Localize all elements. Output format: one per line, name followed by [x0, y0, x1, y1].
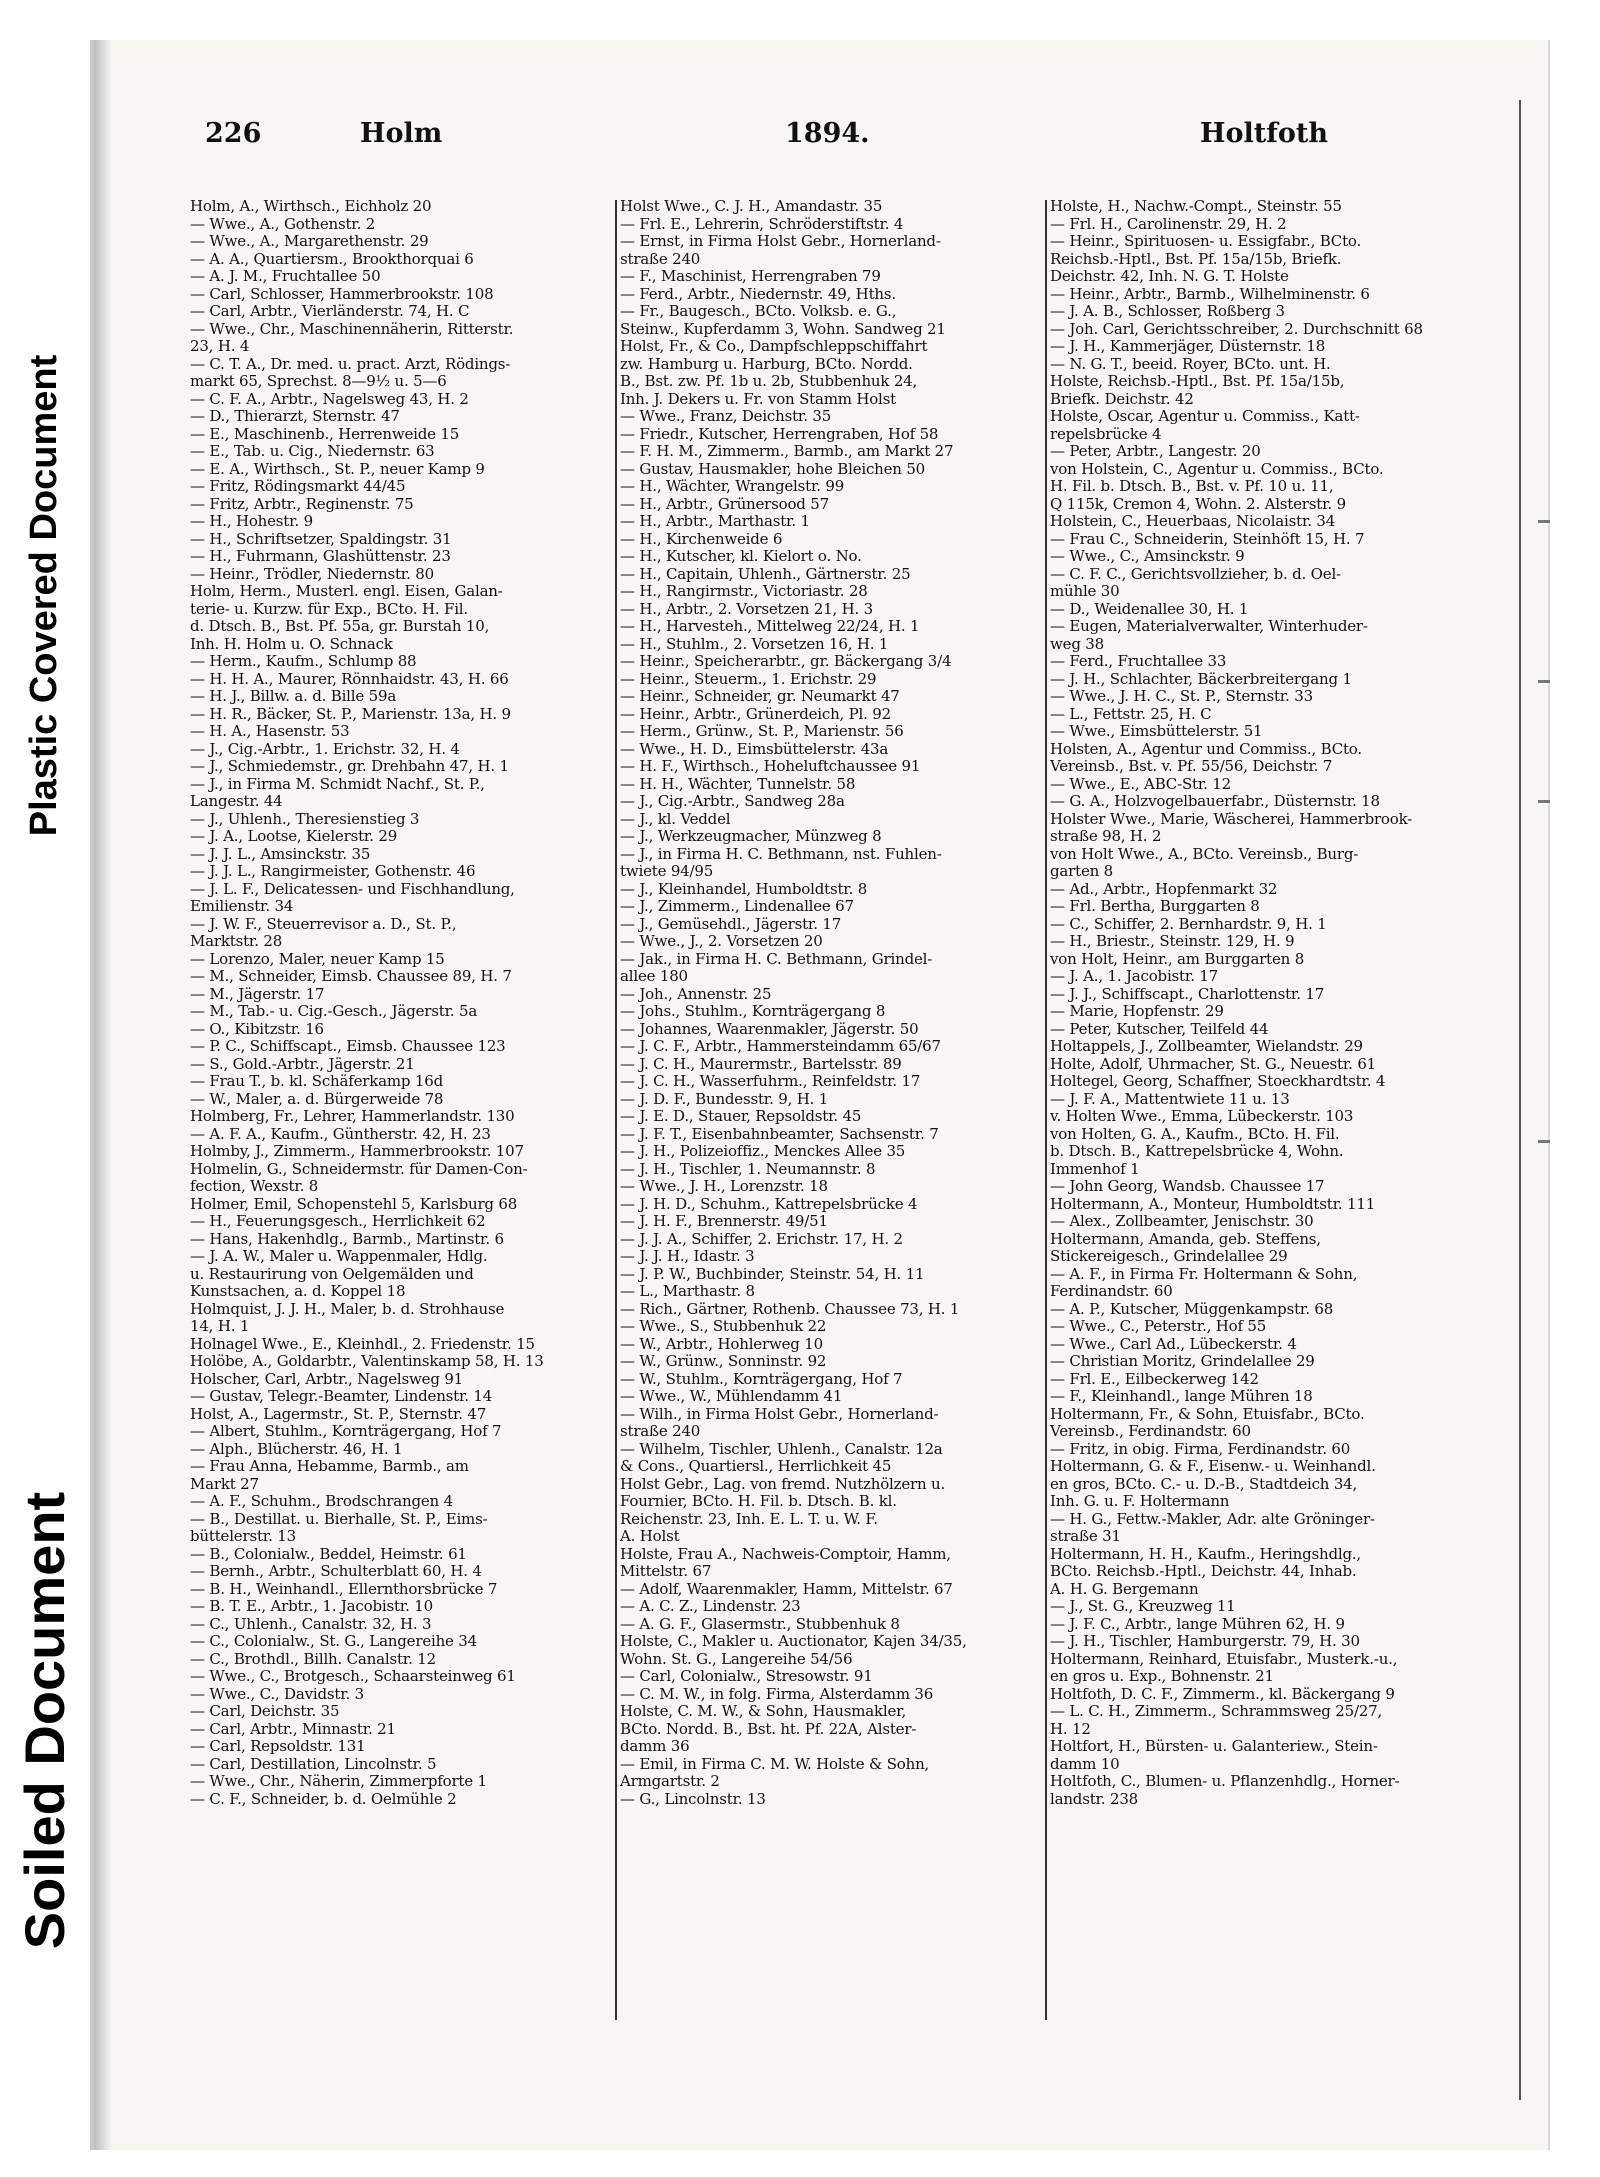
soiled-document-label — [0, 1440, 90, 2000]
directory-entry-line: — M., Schneider, Eimsb. Chaussee 89, H. 7 — [190, 968, 512, 985]
directory-entry-line: Holst, A., Lagermstr., St. P., Sternstr. 47 — [190, 1405, 487, 1423]
directory-entry-line: Holsten, A., Agentur und Commiss., BCto. — [1050, 740, 1362, 758]
directory-entry-line: Marktstr. 28 — [190, 933, 283, 950]
directory-entry-line: zw. Hamburg u. Harburg, BCto. Nordd. — [620, 355, 913, 373]
directory-entry-line: Fournier, BCto. H. Fil. b. Dtsch. B. kl. — [620, 1493, 897, 1510]
directory-entry-line: — Heinr., Speicherarbtr., gr. Bäckergang 3/4 — [620, 653, 952, 670]
column-divider — [1045, 200, 1047, 2020]
directory-entry-line: — J. H., Polizeioffiz., Menckes Allee 35 — [620, 1143, 906, 1160]
directory-entry-line: — S., Gold.-Arbtr., Jägerstr. 21 — [190, 1055, 415, 1073]
directory-entry-line: — J. H., Schlachter, Bäckerbreitergang 1 — [1050, 670, 1352, 688]
directory-entry-line: — Albert, Stuhlm., Kornträgergang, Hof 7 — [190, 1423, 502, 1440]
directory-entry-line: — Jak., in Firma H. C. Bethmann, Grindel- — [620, 950, 933, 968]
directory-entry-line: — Wwe., W., Mühlendamm 41 — [620, 1388, 843, 1405]
directory-entry-line: Mittelstr. 67 — [620, 1563, 712, 1580]
next-page-edge — [1519, 100, 1529, 2100]
directory-entry-line: Holtegel, Georg, Schaffner, Stoeckhardtstr. 4 — [1050, 1073, 1386, 1090]
directory-entry-line: Holst Wwe., C. J. H., Amandastr. 35 — [620, 198, 883, 215]
directory-entry-line: Holm, A., Wirthsch., Eichholz 20 — [190, 198, 432, 215]
directory-entry-line: — Wwe., S., Stubbenhuk 22 — [620, 1318, 827, 1335]
directory-entry-line: Holst, Fr., & Co., Dampfschleppschiffahrt — [620, 338, 928, 355]
directory-entry-line: — J., Kleinhandel, Humboldtstr. 8 — [620, 880, 868, 898]
directory-entry-line: — Gustav, Hausmakler, hohe Bleichen 50 — [620, 460, 926, 478]
directory-entry-line: Holtermann, A., Monteur, Humboldtstr. 111 — [1050, 1195, 1376, 1213]
directory-entry-line: — C. F. C., Gerichtsvollzieher, b. d. Oel- — [1050, 565, 1341, 583]
directory-entry-line: — C., Uhlenh., Canalstr. 32, H. 3 — [190, 1615, 432, 1633]
directory-entry-line: — A. F., in Firma Fr. Holtermann & Sohn, — [1050, 1265, 1358, 1283]
directory-entry-line: — W., Grünw., Sonninstr. 92 — [620, 1353, 827, 1370]
directory-entry-line: Emilienstr. 34 — [190, 898, 294, 915]
directory-entry-line: — Wwe., C., Davidstr. 3 — [190, 1685, 365, 1703]
directory-entry-line: — Frau C., Schneiderin, Steinhöft 15, H. 7 — [1050, 530, 1365, 548]
directory-entry-line: — F. H. M., Zimmerm., Barmb., am Markt 27 — [620, 443, 954, 460]
soiled-document-text: Soiled Document — [13, 1491, 77, 1949]
directory-entry-line: — J., Schmiedemstr., gr. Drehbahn 47, H. 1 — [190, 758, 509, 775]
directory-entry-line: Holste, Oscar, Agentur u. Commiss., Katt- — [1050, 408, 1360, 425]
directory-entry-line: von Holten, G. A., Kaufm., BCto. H. Fil. — [1050, 1125, 1340, 1143]
directory-entry-line: — C. F. A., Arbtr., Nagelsweg 43, H. 2 — [190, 390, 469, 408]
directory-entry-line: — Fritz, in obig. Firma, Ferdinandstr. 60 — [1050, 1440, 1351, 1458]
directory-entry-line: — Wwe., A., Gothenstr. 2 — [190, 215, 376, 233]
directory-entry-line: straße 240 — [620, 1423, 701, 1440]
directory-entry-line: — H., Arbtr., Grünersood 57 — [620, 495, 829, 513]
directory-entry-line: Holste, C. M. W., & Sohn, Hausmakler, — [620, 1703, 907, 1720]
directory-entry-line: twiete 94/95 — [620, 863, 714, 880]
directory-entry-line: — Emil, in Firma C. M. W. Holste & Sohn, — [620, 1755, 930, 1773]
directory-entry-line: A. H. G. Bergemann — [1050, 1580, 1199, 1598]
left-keyword: Holm — [360, 118, 443, 149]
directory-entry-line: — Adolf, Waarenmakler, Hamm, Mittelstr. 67 — [620, 1580, 953, 1598]
directory-entry-line: Langestr. 44 — [190, 793, 283, 810]
directory-entry-line: — A. J. M., Fruchtallee 50 — [190, 268, 381, 285]
directory-entry-line: — J. L. F., Delicatessen- und Fischhandlung, — [190, 880, 515, 898]
directory-entry-line: — J., Gemüsehdl., Jägerstr. 17 — [620, 915, 842, 933]
directory-entry-line: Holmquist, J. J. H., Maler, b. d. Strohhause — [190, 1300, 505, 1318]
directory-entry-line: — H. H. A., Maurer, Rönnhaidstr. 43, H. 66 — [190, 670, 509, 688]
directory-entry-line: markt 65, Sprechst. 8—9½ u. 5—6 — [190, 373, 447, 390]
directory-entry-line: — H., Hohestr. 9 — [190, 513, 313, 530]
directory-entry-line: — Wwe., C., Brotgesch., Schaarsteinweg 61 — [190, 1668, 516, 1685]
directory-entry-line: garten 8 — [1050, 863, 1113, 880]
directory-entry-line: — W., Arbtr., Hohlerweg 10 — [620, 1335, 823, 1353]
directory-entry-line: Holmer, Emil, Schopenstehl 5, Karlsburg 68 — [190, 1195, 518, 1213]
directory-entry-line: — J. J., Schiffscapt., Charlottenstr. 17 — [1050, 985, 1325, 1003]
directory-entry-line: — H., Harvesteh., Mittelweg 22/24, H. 1 — [620, 618, 920, 635]
directory-entry-line: von Holt, Heinr., am Burggarten 8 — [1050, 950, 1305, 968]
directory-entry-line: — Carl, Arbtr., Minnastr. 21 — [190, 1720, 396, 1738]
directory-entry-line: B., Bst. zw. Pf. 1b u. 2b, Stubbenhuk 24, — [620, 373, 918, 390]
directory-entry-line: — Marie, Hopfenstr. 29 — [1050, 1003, 1224, 1020]
directory-entry-line: — H., Kutscher, kl. Kielort o. No. — [620, 548, 862, 565]
directory-entry-line: Vereinsb., Bst. v. Pf. 55/56, Deichstr. 7 — [1050, 758, 1333, 775]
directory-entry-line: — H. A., Hasenstr. 53 — [190, 723, 350, 740]
directory-entry-line: — J., Cig.-Arbtr., Sandweg 28a — [620, 793, 845, 810]
directory-entry-line: — Fr., Baugesch., BCto. Volksb. e. G., — [620, 303, 897, 320]
directory-entry-line: — P. C., Schiffscapt., Eimsb. Chaussee 123 — [190, 1038, 506, 1055]
directory-entry-line: — C. T. A., Dr. med. u. pract. Arzt, Rödings- — [190, 355, 511, 373]
directory-entry-line: — H., Schriftsetzer, Spaldingstr. 31 — [190, 530, 452, 548]
directory-entry-line: — Carl, Deichstr. 35 — [190, 1703, 340, 1720]
directory-entry-line: Holste, Frau A., Nachweis-Comptoir, Hamm, — [620, 1545, 951, 1563]
right-keyword: Holtfoth — [1200, 118, 1328, 149]
directory-entry-line: — J. H., Kammerjäger, Düsternstr. 18 — [1050, 338, 1326, 355]
directory-entry-line: — Johs., Stuhlm., Kornträgergang 8 — [620, 1003, 886, 1020]
directory-entry-line: — J. A. B., Schlosser, Roßberg 3 — [1050, 303, 1285, 320]
directory-entry-line: — N. G. T., beeid. Royer, BCto. unt. H. — [1050, 355, 1331, 373]
directory-entry-line: en gros u. Exp., Bohnenstr. 21 — [1050, 1668, 1274, 1685]
directory-entry-line: — B. T. E., Arbtr., 1. Jacobistr. 10 — [190, 1598, 433, 1615]
directory-entry-line: — Wwe., E., ABC-Str. 12 — [1050, 775, 1231, 793]
directory-entry-line: Holmby, J., Zimmerm., Hammerbrookstr. 107 — [190, 1143, 524, 1160]
directory-entry-line: Reichsb.-Hptl., Bst. Pf. 15a/15b, Briefk. — [1050, 250, 1342, 268]
directory-entry-line: — A. F., Schuhm., Brodschrangen 4 — [190, 1493, 453, 1510]
directory-entry-line: — H. F., Wirthsch., Hoheluftchaussee 91 — [620, 758, 921, 775]
directory-entry-line: — H., Capitain, Uhlenh., Gärtnerstr. 25 — [620, 565, 911, 583]
directory-entry-line: — Wwe., J. H. C., St. P., Sternstr. 33 — [1050, 688, 1313, 705]
directory-entry-line: — J. F. T., Eisenbahnbeamter, Sachsenstr. 7 — [620, 1125, 939, 1143]
directory-entry-line: — B., Destillat. u. Bierhalle, St. P., Eims- — [190, 1510, 488, 1528]
directory-entry-line: — Wwe., J., 2. Vorsetzen 20 — [620, 933, 823, 950]
directory-entry-line: Ferdinandstr. 60 — [1050, 1283, 1173, 1300]
directory-entry-line: Holtermann, G. & F., Eisenw.- u. Weinhandl. — [1050, 1458, 1376, 1475]
directory-entry-line: — J. J. H., Idastr. 3 — [620, 1248, 755, 1265]
directory-entry-line: — E. A., Wirthsch., St. P., neuer Kamp 9 — [190, 460, 485, 478]
plastic-covered-label — [0, 300, 90, 890]
directory-entry-line: — J. C. F., Arbtr., Hammersteindamm 65/67 — [620, 1038, 941, 1055]
directory-entry-line: Inh. H. Holm u. O. Schnack — [190, 635, 393, 653]
page-number: 226 — [205, 118, 262, 149]
directory-entry-line: — Peter, Arbtr., Langestr. 20 — [1050, 443, 1261, 460]
directory-entry-line: — Ad., Arbtr., Hopfenmarkt 32 — [1050, 880, 1278, 898]
directory-entry-line: — J., St. G., Kreuzweg 11 — [1050, 1598, 1236, 1615]
directory-entry-line: landstr. 238 — [1050, 1790, 1139, 1808]
directory-entry-line: — Carl, Colonialw., Stresowstr. 91 — [620, 1668, 873, 1685]
directory-entry-line: — Frl. Bertha, Burggarten 8 — [1050, 898, 1260, 915]
directory-entry-line: — J. H. F., Brennerstr. 49/51 — [620, 1213, 828, 1230]
directory-entry-line: — L., Fettstr. 25, H. C — [1050, 705, 1212, 723]
directory-entry-line: straße 98, H. 2 — [1050, 828, 1162, 845]
directory-entry-line: — M., Jägerstr. 17 — [190, 985, 325, 1003]
directory-entry-line: — C. M. W., in folg. Firma, Alsterdamm 36 — [620, 1685, 934, 1703]
directory-entry-line: Holtermann, Reinhard, Etuisfabr., Musterk.-u., — [1050, 1650, 1398, 1668]
directory-entry-line: — A. G. F., Glasermstr., Stubbenhuk 8 — [620, 1615, 900, 1633]
binding-shadow — [94, 40, 112, 2150]
directory-entry-line: — Friedr., Kutscher, Herrengraben, Hof 58 — [620, 425, 939, 443]
directory-entry-line: — J. J. L., Rangirmeister, Gothenstr. 46 — [190, 863, 476, 880]
column-divider — [615, 200, 617, 2020]
directory-entry-line: Holste, Reichsb.-Hptl., Bst. Pf. 15a/15b, — [1050, 373, 1345, 390]
directory-entry-line: — Wilhelm, Tischler, Uhlenh., Canalstr. 12a — [620, 1440, 943, 1458]
directory-entry-line: — Heinr., Steuerm., 1. Erichstr. 29 — [620, 670, 877, 688]
directory-entry-line: — J. C. H., Wasserfuhrm., Reinfeldstr. 17 — [620, 1073, 921, 1090]
directory-entry-line: — Bernh., Arbtr., Schulterblatt 60, H. 4 — [190, 1563, 482, 1580]
directory-entry-line: — A. F. A., Kaufm., Güntherstr. 42, H. 23 — [190, 1125, 491, 1143]
directory-entry-line: — Joh., Annenstr. 25 — [620, 985, 772, 1003]
directory-entry-line: — H., Wächter, Wrangelstr. 99 — [620, 478, 845, 495]
directory-entry-line: Holm, Herm., Musterl. engl. Eisen, Galan- — [190, 583, 503, 600]
directory-entry-line: — Gustav, Telegr.-Beamter, Lindenstr. 14 — [190, 1388, 493, 1405]
directory-entry-line: — C., Colonialw., St. G., Langereihe 34 — [190, 1633, 477, 1650]
directory-entry-line: Holtfoth, C., Blumen- u. Pflanzenhdlg., Horner- — [1050, 1773, 1400, 1790]
directory-entry-line: — Peter, Kutscher, Teilfeld 44 — [1050, 1020, 1269, 1038]
directory-entry-line: Holmelin, G., Schneidermstr. für Damen-Con- — [190, 1160, 528, 1178]
directory-entry-line: — O., Kibitzstr. 16 — [190, 1020, 324, 1038]
directory-entry-line: — A. A., Quartiersm., Brookthorquai 6 — [190, 250, 474, 268]
directory-entry-line: v. Holten Wwe., Emma, Lübeckerstr. 103 — [1050, 1108, 1354, 1125]
directory-column-2 — [620, 198, 1030, 1808]
directory-entry-line: 23, H. 4 — [190, 338, 250, 355]
directory-entry-line: Holscher, Carl, Arbtr., Nagelsweg 91 — [190, 1370, 464, 1388]
directory-entry-line: terie- u. Kurzw. für Exp., BCto. H. Fil. — [190, 600, 468, 618]
directory-entry-line: — W., Maler, a. d. Bürgerweide 78 — [190, 1090, 444, 1108]
directory-entry-line: — Fritz, Arbtr., Reginenstr. 75 — [190, 495, 414, 513]
directory-entry-line: — Frl. E., Lehrerin, Schröderstiftstr. 4 — [620, 215, 904, 233]
directory-entry-line: Holstein, C., Heuerbaas, Nicolaistr. 34 — [1050, 513, 1336, 530]
directory-entry-line: — Frl. E., Eilbeckerweg 142 — [1050, 1370, 1259, 1388]
directory-entry-line: — Lorenzo, Maler, neuer Kamp 15 — [190, 950, 445, 968]
directory-entry-line: — J., Zimmerm., Lindenallee 67 — [620, 898, 854, 915]
directory-entry-line: — J. F. C., Arbtr., lange Mühren 62, H. 9 — [1050, 1615, 1345, 1633]
directory-entry-line: Holöbe, A., Goldarbtr., Valentinskamp 58, H. 13 — [190, 1353, 544, 1370]
directory-entry-line: — B., Colonialw., Beddel, Heimstr. 61 — [190, 1545, 467, 1563]
directory-entry-line: — D., Weidenallee 30, H. 1 — [1050, 600, 1249, 618]
directory-entry-line: — J., Werkzeugmacher, Münzweg 8 — [620, 828, 882, 845]
directory-entry-line: büttelerstr. 13 — [190, 1528, 296, 1545]
directory-entry-line: — J., Uhlenh., Theresienstieg 3 — [190, 810, 420, 828]
directory-entry-line: — J., in Firma M. Schmidt Nachf., St. P., — [190, 775, 485, 793]
directory-entry-line: Holst Gebr., Lag. von fremd. Nutzhölzern u. — [620, 1475, 946, 1493]
directory-entry-line: d. Dtsch. B., Bst. Pf. 55a, gr. Burstah 10, — [190, 618, 490, 635]
directory-entry-line: — Carl, Repsoldstr. 131 — [190, 1738, 366, 1755]
directory-entry-line: — Wwe., A., Margarethenstr. 29 — [190, 233, 429, 250]
directory-entry-line: — Joh. Carl, Gerichtsschreiber, 2. Durchschnitt 68 — [1050, 320, 1423, 338]
directory-entry-line: Holte, Adolf, Uhrmacher, St. G., Neuestr. 61 — [1050, 1055, 1377, 1073]
directory-entry-line: — Wilh., in Firma Holst Gebr., Hornerland- — [620, 1405, 939, 1423]
directory-entry-line: A. Holst — [620, 1528, 680, 1545]
directory-entry-line: Inh. J. Dekers u. Fr. von Stamm Holst — [620, 390, 896, 408]
directory-entry-line: — Heinr., Arbtr., Barmb., Wilhelminenstr. 6 — [1050, 285, 1370, 303]
directory-entry-line: Holste, H., Nachw.-Compt., Steinstr. 55 — [1050, 198, 1342, 215]
directory-entry-line: — J. E. D., Stauer, Repsoldstr. 45 — [620, 1108, 862, 1125]
directory-entry-line: — Frl. H., Carolinenstr. 29, H. 2 — [1050, 215, 1287, 233]
directory-entry-line: — J., in Firma H. C. Bethmann, nst. Fuhlen- — [620, 845, 942, 863]
directory-entry-line: — J. F. A., Mattentwiete 11 u. 13 — [1050, 1090, 1290, 1108]
directory-entry-line: — Carl, Schlosser, Hammerbrookstr. 108 — [190, 285, 494, 303]
directory-entry-line: Holmberg, Fr., Lehrer, Hammerlandstr. 130 — [190, 1108, 515, 1125]
directory-entry-line: — A. P., Kutscher, Müggenkampstr. 68 — [1050, 1300, 1334, 1318]
page-header — [205, 118, 1460, 158]
directory-entry-line: — H. J., Billw. a. d. Bille 59a — [190, 688, 397, 705]
directory-entry-line: — F., Kleinhandl., lange Mühren 18 — [1050, 1388, 1313, 1405]
directory-entry-line: straße 240 — [620, 250, 701, 268]
directory-entry-line: & Cons., Quartiersl., Herrlichkeit 45 — [620, 1458, 892, 1475]
directory-entry-line: Immenhof 1 — [1050, 1160, 1140, 1178]
directory-entry-line: — Wwe., C., Amsinckstr. 9 — [1050, 548, 1245, 565]
directory-entry-line: — J. W. F., Steuerrevisor a. D., St. P., — [190, 915, 457, 933]
directory-entry-line: von Holt Wwe., A., BCto. Vereinsb., Burg- — [1050, 845, 1359, 863]
directory-entry-line: — J., kl. Veddel — [620, 810, 731, 828]
directory-entry-line: Deichstr. 42, Inh. N. G. T. Holste — [1050, 268, 1289, 285]
directory-entry-line: — Ernst, in Firma Holst Gebr., Hornerland- — [620, 233, 941, 250]
directory-entry-line: — F., Maschinist, Herrengraben 79 — [620, 268, 881, 285]
directory-entry-line: Reichenstr. 23, Inh. E. L. T. u. W. F. — [620, 1510, 878, 1528]
directory-entry-line: — E., Maschinenb., Herrenweide 15 — [190, 425, 460, 443]
directory-entry-line: — J. J. A., Schiffer, 2. Erichstr. 17, H. 2 — [620, 1230, 903, 1248]
directory-entry-line: — C., Brothdl., Billh. Canalstr. 12 — [190, 1650, 436, 1668]
directory-entry-line: — Ferd., Arbtr., Niedernstr. 49, Hths. — [620, 285, 896, 303]
directory-entry-line: u. Restaurirung von Oelgemälden und — [190, 1265, 474, 1283]
directory-entry-line: — H., Rangirmstr., Victoriastr. 28 — [620, 583, 868, 600]
directory-entry-line: — Frau T., b. kl. Schäferkamp 16d — [190, 1073, 443, 1090]
directory-entry-line: en gros, BCto. C.- u. D.-B., Stadtdeich 34, — [1050, 1475, 1358, 1493]
directory-entry-line: — H. R., Bäcker, St. P., Marienstr. 13a, H. 9 — [190, 705, 511, 723]
directory-entry-line: — Herm., Grünw., St. P., Marienstr. 56 — [620, 723, 904, 740]
directory-entry-line: Holnagel Wwe., E., Kleinhdl., 2. Friedenstr. 15 — [190, 1335, 535, 1353]
directory-entry-line: b. Dtsch. B., Kattrepelsbrücke 4, Wohn. — [1050, 1143, 1344, 1160]
directory-entry-line: Vereinsb., Ferdinandstr. 60 — [1050, 1423, 1251, 1440]
year-heading: 1894. — [785, 118, 870, 149]
directory-entry-line: damm 36 — [620, 1738, 690, 1755]
directory-entry-line: damm 10 — [1050, 1755, 1120, 1773]
directory-entry-line: — John Georg, Wandsb. Chaussee 17 — [1050, 1178, 1325, 1195]
directory-entry-line: — C., Schiffer, 2. Bernhardstr. 9, H. 1 — [1050, 915, 1327, 933]
directory-entry-line: — Carl, Destillation, Lincolnstr. 5 — [190, 1755, 437, 1773]
directory-entry-line: — J. J. L., Amsinckstr. 35 — [190, 845, 371, 863]
directory-entry-line: — J., Cig.-Arbtr., 1. Erichstr. 32, H. 4 — [190, 740, 460, 758]
directory-entry-line: Holtfort, H., Bürsten- u. Galanteriew., Stein- — [1050, 1738, 1378, 1755]
directory-entry-line: — Wwe., H. D., Eimsbüttelerstr. 43a — [620, 740, 889, 758]
directory-entry-line: — Alex., Zollbeamter, Jenischstr. 30 — [1050, 1213, 1314, 1230]
directory-entry-line: — Wwe., Franz, Deichstr. 35 — [620, 408, 832, 425]
directory-entry-line: BCto. Reichsb.-Hptl., Deichstr. 44, Inhab. — [1050, 1563, 1357, 1580]
directory-entry-line: — Heinr., Arbtr., Grünerdeich, Pl. 92 — [620, 705, 891, 723]
directory-entry-line: — J. C. H., Maurermstr., Bartelsstr. 89 — [620, 1055, 902, 1073]
directory-entry-line: 14, H. 1 — [190, 1318, 250, 1335]
plastic-covered-text: Plastic Covered Document — [23, 354, 66, 836]
directory-entry-line: — Hans, Hakenhdlg., Barmb., Martinstr. 6 — [190, 1230, 504, 1248]
directory-entry-line: allee 180 — [620, 968, 688, 985]
directory-entry-line: — L. C. H., Zimmerm., Schrammsweg 25/27, — [1050, 1703, 1383, 1720]
directory-entry-line: — Heinr., Trödler, Niedernstr. 80 — [190, 565, 434, 583]
directory-entry-line: Wohn. St. G., Langereihe 54/56 — [620, 1650, 853, 1668]
directory-entry-line: — D., Thierarzt, Sternstr. 47 — [190, 408, 400, 425]
directory-entry-line: — Frau Anna, Hebamme, Barmb., am — [190, 1458, 469, 1475]
directory-entry-line: — Heinr., Spirituosen- u. Essigfabr., BCto. — [1050, 233, 1362, 250]
directory-entry-line: — Wwe., Chr., Maschinennäherin, Ritterstr. — [190, 320, 514, 338]
directory-entry-line: — H., Briestr., Steinstr. 129, H. 9 — [1050, 933, 1295, 950]
directory-entry-line: — J. H. D., Schuhm., Kattrepelsbrücke 4 — [620, 1195, 918, 1213]
directory-entry-line: — H. H., Wächter, Tunnelstr. 58 — [620, 775, 856, 793]
directory-entry-line: — Ferd., Fruchtallee 33 — [1050, 653, 1227, 670]
directory-entry-line: — Wwe., Eimsbüttelerstr. 51 — [1050, 723, 1263, 740]
directory-entry-line: BCto. Nordd. B., Bst. ht. Pf. 22A, Alster- — [620, 1720, 917, 1738]
directory-entry-line: repelsbrücke 4 — [1050, 425, 1162, 443]
directory-entry-line: — H. G., Fettw.-Makler, Adr. alte Gröninger- — [1050, 1510, 1375, 1528]
directory-entry-line: H. 12 — [1050, 1720, 1091, 1738]
edge-marks — [1534, 40, 1554, 2150]
directory-entry-line: Holtappels, J., Zollbeamter, Wielandstr. 29 — [1050, 1038, 1363, 1055]
directory-entry-line: Markt 27 — [190, 1475, 259, 1493]
directory-entry-line: — J. A. W., Maler u. Wappenmaler, Hdlg. — [190, 1248, 488, 1265]
directory-entry-line: — J. A., 1. Jacobistr. 17 — [1050, 968, 1219, 985]
directory-entry-line: — J. P. W., Buchbinder, Steinstr. 54, H. 11 — [620, 1265, 925, 1283]
directory-entry-line: — Wwe., Chr., Näherin, Zimmerpforte 1 — [190, 1773, 487, 1790]
directory-entry-line: — Alph., Blücherstr. 46, H. 1 — [190, 1440, 403, 1458]
directory-entry-line: — B. H., Weinhandl., Ellernthorsbrücke 7 — [190, 1580, 498, 1598]
directory-entry-line: Holster Wwe., Marie, Wäscherei, Hammerbrook- — [1050, 810, 1413, 828]
directory-entry-line: Stickereigesch., Grindelallee 29 — [1050, 1248, 1288, 1265]
directory-entry-line: Holtermann, Amanda, geb. Steffens, — [1050, 1230, 1321, 1248]
directory-entry-line: Inh. G. u. F. Holtermann — [1050, 1493, 1230, 1510]
directory-entry-line: fection, Wexstr. 8 — [190, 1178, 319, 1195]
directory-entry-line: Holtermann, Fr., & Sohn, Etuisfabr., BCto. — [1050, 1405, 1365, 1423]
directory-entry-line: — Wwe., J. H., Lorenzstr. 18 — [620, 1178, 828, 1195]
directory-entry-line: Holste, C., Makler u. Auctionator, Kajen 34/35, — [620, 1633, 967, 1650]
directory-entry-line: — M., Tab.- u. Cig.-Gesch., Jägerstr. 5a — [190, 1003, 478, 1020]
directory-entry-line: — J. H., Tischler, 1. Neumannstr. 8 — [620, 1160, 876, 1178]
directory-entry-line: mühle 30 — [1050, 583, 1120, 600]
directory-entry-line: — Christian Moritz, Grindelallee 29 — [1050, 1353, 1315, 1370]
directory-entry-line: — Carl, Arbtr., Vierländerstr. 74, H. C — [190, 303, 470, 320]
directory-entry-line: — Fritz, Rödingsmarkt 44/45 — [190, 478, 406, 495]
directory-entry-line: von Holstein, C., Agentur u. Commiss., BCto. — [1050, 460, 1384, 478]
directory-entry-line: Steinw., Kupferdamm 3, Wohn. Sandweg 21 — [620, 320, 946, 338]
directory-column-3 — [1050, 198, 1460, 1808]
directory-entry-line: — J. H., Tischler, Hamburgerstr. 79, H. 30 — [1050, 1633, 1360, 1650]
directory-entry-line: — W., Stuhlm., Kornträgergang, Hof 7 — [620, 1370, 903, 1388]
directory-entry-line: — C. F., Schneider, b. d. Oelmühle 2 — [190, 1790, 457, 1808]
directory-entry-line: — G. A., Holzvogelbauerfabr., Düsternstr. 18 — [1050, 793, 1380, 810]
directory-entry-line: — Eugen, Materialverwalter, Winterhuder- — [1050, 618, 1368, 635]
directory-entry-line: straße 31 — [1050, 1528, 1121, 1545]
directory-entry-line: — L., Marthastr. 8 — [620, 1283, 755, 1300]
directory-column-1 — [190, 198, 600, 1808]
directory-entry-line: — Johannes, Waarenmakler, Jägerstr. 50 — [620, 1020, 919, 1038]
directory-entry-line: H. Fil. b. Dtsch. B., Bst. v. Pf. 10 u. 11, — [1050, 478, 1334, 495]
directory-entry-line: — A. C. Z., Lindenstr. 23 — [620, 1598, 801, 1615]
directory-entry-line: — Rich., Gärtner, Rothenb. Chaussee 73, H. 1 — [620, 1300, 960, 1318]
directory-entry-line: — E., Tab. u. Cig., Niedernstr. 63 — [190, 443, 435, 460]
directory-entry-line: — Heinr., Schneider, gr. Neumarkt 47 — [620, 688, 900, 705]
directory-entry-line: — Wwe., C., Peterstr., Hof 55 — [1050, 1318, 1267, 1335]
directory-entry-line: Armgartstr. 2 — [620, 1773, 720, 1790]
directory-entry-line: — G., Lincolnstr. 13 — [620, 1790, 766, 1808]
directory-entry-line: — J. D. F., Bundesstr. 9, H. 1 — [620, 1090, 829, 1108]
directory-entry-line: — Wwe., Carl Ad., Lübeckerstr. 4 — [1050, 1335, 1297, 1353]
directory-entry-line: Holtermann, H. H., Kaufm., Heringshdlg., — [1050, 1545, 1361, 1563]
directory-entry-line: — J. A., Lootse, Kielerstr. 29 — [190, 828, 398, 845]
directory-entry-line: — H., Fuhrmann, Glashüttenstr. 23 — [190, 548, 451, 565]
directory-entry-line: — H., Feuerungsgesch., Herrlichkeit 62 — [190, 1213, 486, 1230]
directory-entry-line: — H., Arbtr., Marthastr. 1 — [620, 513, 810, 530]
directory-entry-line: Kunstsachen, a. d. Koppel 18 — [190, 1283, 406, 1300]
directory-entry-line: — Herm., Kaufm., Schlump 88 — [190, 653, 417, 670]
directory-entry-line: — H., Stuhlm., 2. Vorsetzen 16, H. 1 — [620, 635, 889, 653]
directory-entry-line: Holtfoth, D. C. F., Zimmerm., kl. Bäckergang 9 — [1050, 1685, 1395, 1703]
directory-entry-line: Briefk. Deichstr. 42 — [1050, 390, 1194, 408]
directory-entry-line: Q 115k, Cremon 4, Wohn. 2. Alsterstr. 9 — [1050, 495, 1346, 513]
directory-entry-line: — H., Arbtr., 2. Vorsetzen 21, H. 3 — [620, 600, 873, 618]
directory-entry-line: weg 38 — [1050, 635, 1104, 653]
directory-entry-line: — H., Kirchenweide 6 — [620, 530, 783, 548]
